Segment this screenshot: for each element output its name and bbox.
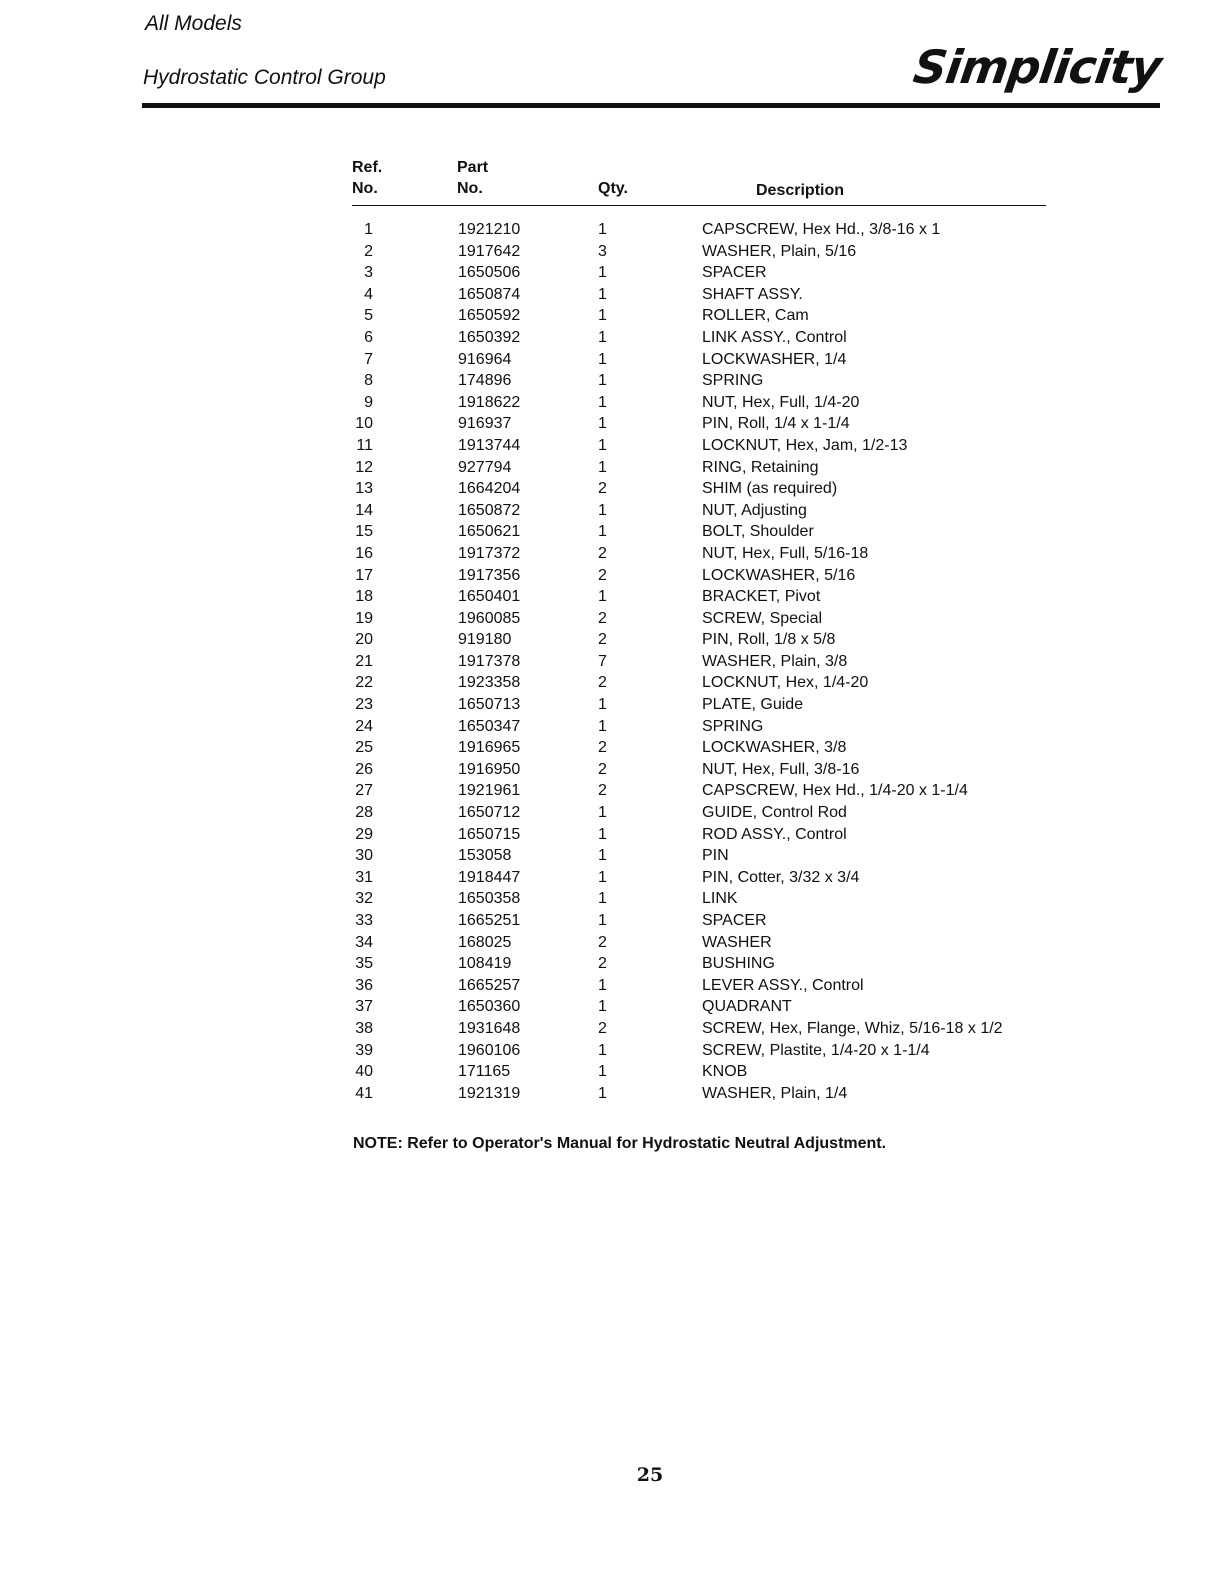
ref-cell: 38 bbox=[355, 1019, 373, 1037]
qty-cell: 2 bbox=[598, 631, 607, 649]
qty-cell: 1 bbox=[598, 285, 607, 303]
table-row bbox=[0, 435, 1218, 457]
table-row bbox=[0, 327, 1218, 349]
table-row bbox=[0, 845, 1218, 867]
table-row bbox=[0, 565, 1218, 587]
description-cell: ROLLER, Cam bbox=[702, 307, 809, 325]
header-part-line1: Part bbox=[457, 159, 489, 176]
table-row bbox=[0, 737, 1218, 759]
table-row bbox=[0, 284, 1218, 306]
ref-cell: 29 bbox=[355, 825, 373, 843]
description-cell: SPACER bbox=[702, 264, 767, 282]
description-cell: LINK bbox=[702, 890, 738, 908]
ref-cell: 19 bbox=[355, 609, 373, 627]
note-text: NOTE: Refer to Operator's Manual for Hydrostatic Neutral Adjustment. bbox=[353, 1135, 887, 1152]
ref-cell: 37 bbox=[355, 998, 373, 1016]
ref-cell: 14 bbox=[355, 501, 373, 519]
qty-cell: 1 bbox=[598, 1063, 607, 1081]
ref-cell: 3 bbox=[364, 264, 373, 282]
part-no-cell: 1921961 bbox=[458, 782, 521, 800]
parts-table-body bbox=[0, 219, 1218, 1104]
table-row bbox=[0, 802, 1218, 824]
part-no-cell: 1650347 bbox=[458, 717, 521, 735]
ref-cell: 8 bbox=[364, 372, 373, 390]
part-no-cell: 1917378 bbox=[458, 652, 521, 670]
ref-cell: 32 bbox=[355, 890, 373, 908]
description-cell: LOCKNUT, Hex, Jam, 1/2-13 bbox=[702, 436, 908, 454]
table-row bbox=[0, 932, 1218, 954]
table-row bbox=[0, 694, 1218, 716]
part-no-cell: 916937 bbox=[458, 415, 512, 433]
ref-cell: 40 bbox=[355, 1063, 373, 1081]
description-cell: PIN, Roll, 1/8 x 5/8 bbox=[702, 631, 836, 649]
description-cell: LOCKNUT, Hex, 1/4-20 bbox=[702, 674, 869, 692]
header-ref-line1: Ref. bbox=[352, 159, 383, 176]
table-header-rule bbox=[352, 205, 1046, 206]
qty-cell: 1 bbox=[598, 523, 607, 541]
header-qty: Qty. bbox=[598, 180, 628, 197]
header-rule bbox=[142, 103, 1160, 108]
ref-cell: 18 bbox=[355, 588, 373, 606]
part-no-cell: 927794 bbox=[458, 458, 512, 476]
table-row bbox=[0, 996, 1218, 1018]
qty-cell: 1 bbox=[598, 588, 607, 606]
part-no-cell: 108419 bbox=[458, 955, 512, 973]
qty-cell: 2 bbox=[598, 1019, 607, 1037]
qty-cell: 1 bbox=[598, 804, 607, 822]
qty-cell: 1 bbox=[598, 350, 607, 368]
table-row bbox=[0, 543, 1218, 565]
table-row bbox=[0, 500, 1218, 522]
qty-cell: 2 bbox=[598, 760, 607, 778]
table-row bbox=[0, 608, 1218, 630]
brand-logo: Simplicity bbox=[909, 40, 1164, 94]
part-no-cell: 1960085 bbox=[458, 609, 521, 627]
table-row bbox=[0, 1040, 1218, 1062]
qty-cell: 2 bbox=[598, 609, 607, 627]
qty-cell: 1 bbox=[598, 717, 607, 735]
ref-cell: 39 bbox=[355, 1041, 373, 1059]
qty-cell: 1 bbox=[598, 501, 607, 519]
description-cell: LOCKWASHER, 3/8 bbox=[702, 739, 847, 757]
table-row bbox=[0, 975, 1218, 997]
table-row bbox=[0, 824, 1218, 846]
part-no-cell: 1650392 bbox=[458, 328, 521, 346]
ref-cell: 28 bbox=[355, 804, 373, 822]
group-title: Hydrostatic Control Group bbox=[143, 66, 386, 89]
qty-cell: 2 bbox=[598, 480, 607, 498]
header-ref-line2: No. bbox=[352, 180, 378, 197]
description-cell: BUSHING bbox=[702, 955, 775, 973]
part-no-cell: 1917642 bbox=[458, 242, 521, 260]
part-no-cell: 1664204 bbox=[458, 480, 521, 498]
qty-cell: 1 bbox=[598, 890, 607, 908]
qty-cell: 1 bbox=[598, 868, 607, 886]
description-cell: SCREW, Special bbox=[702, 609, 823, 627]
description-cell: LOCKWASHER, 5/16 bbox=[702, 566, 856, 584]
description-cell: SHAFT ASSY. bbox=[702, 285, 803, 303]
qty-cell: 2 bbox=[598, 955, 607, 973]
part-no-cell: 153058 bbox=[458, 847, 512, 865]
ref-cell: 4 bbox=[364, 285, 373, 303]
description-cell: WASHER, Plain, 5/16 bbox=[702, 242, 857, 260]
description-cell: CAPSCREW, Hex Hd., 1/4-20 x 1-1/4 bbox=[702, 782, 968, 800]
description-cell: SHIM (as required) bbox=[702, 480, 838, 498]
qty-cell: 1 bbox=[598, 998, 607, 1016]
ref-cell: 22 bbox=[355, 674, 373, 692]
part-no-cell: 1650401 bbox=[458, 588, 521, 606]
table-row bbox=[0, 521, 1218, 543]
table-row bbox=[0, 478, 1218, 500]
table-row bbox=[0, 716, 1218, 738]
table-row bbox=[0, 672, 1218, 694]
qty-cell: 1 bbox=[598, 1041, 607, 1059]
description-cell: BOLT, Shoulder bbox=[702, 523, 814, 541]
table-row bbox=[0, 910, 1218, 932]
table-row bbox=[0, 305, 1218, 327]
part-no-cell: 1917372 bbox=[458, 544, 521, 562]
qty-cell: 2 bbox=[598, 566, 607, 584]
description-cell: PLATE, Guide bbox=[702, 696, 804, 714]
qty-cell: 2 bbox=[598, 544, 607, 562]
page-number: 25 bbox=[636, 1464, 664, 1486]
part-no-cell: 1650360 bbox=[458, 998, 521, 1016]
ref-cell: 33 bbox=[355, 912, 373, 929]
description-cell: WASHER bbox=[702, 933, 772, 951]
qty-cell: 1 bbox=[598, 912, 607, 929]
description-cell: LINK ASSY., Control bbox=[702, 328, 847, 346]
description-cell: SPRING bbox=[702, 372, 764, 390]
part-no-cell: 168025 bbox=[458, 933, 512, 951]
description-cell: RING, Retaining bbox=[702, 458, 819, 476]
table-row bbox=[0, 867, 1218, 889]
table-row bbox=[0, 759, 1218, 781]
ref-cell: 26 bbox=[355, 760, 373, 778]
part-no-cell: 1923358 bbox=[458, 674, 521, 692]
table-row bbox=[0, 457, 1218, 479]
ref-cell: 23 bbox=[355, 696, 373, 714]
ref-cell: 20 bbox=[355, 631, 373, 649]
ref-cell: 36 bbox=[355, 976, 373, 994]
description-cell: SPRING bbox=[702, 717, 764, 735]
table-row bbox=[0, 629, 1218, 651]
ref-cell: 17 bbox=[355, 566, 373, 584]
description-cell: QUADRANT bbox=[702, 998, 792, 1016]
ref-cell: 24 bbox=[355, 717, 373, 735]
description-cell: NUT, Hex, Full, 1/4-20 bbox=[702, 393, 860, 411]
qty-cell: 1 bbox=[598, 328, 607, 346]
description-cell: SCREW, Plastite, 1/4-20 x 1-1/4 bbox=[702, 1041, 930, 1059]
ref-cell: 35 bbox=[355, 955, 373, 973]
ref-cell: 31 bbox=[355, 868, 373, 886]
description-cell: CAPSCREW, Hex Hd., 3/8-16 x 1 bbox=[702, 221, 941, 238]
models-label: All Models bbox=[145, 12, 242, 35]
ref-cell: 25 bbox=[355, 739, 373, 757]
header-description: Description bbox=[756, 182, 845, 199]
header-part-no bbox=[457, 157, 488, 199]
table-row bbox=[0, 262, 1218, 284]
part-no-cell: 1921210 bbox=[458, 221, 521, 238]
description-cell: WASHER, Plain, 3/8 bbox=[702, 652, 848, 670]
ref-cell: 13 bbox=[355, 480, 373, 498]
part-no-cell: 1916950 bbox=[458, 760, 521, 778]
table-row bbox=[0, 1061, 1218, 1083]
ref-cell: 7 bbox=[364, 350, 373, 368]
qty-cell: 7 bbox=[598, 652, 607, 670]
table-row bbox=[0, 780, 1218, 802]
description-cell: BRACKET, Pivot bbox=[702, 588, 821, 606]
part-no-cell: 919180 bbox=[458, 631, 512, 649]
ref-cell: 16 bbox=[355, 544, 373, 562]
table-row bbox=[0, 219, 1218, 241]
table-row bbox=[0, 651, 1218, 673]
part-no-cell: 1650712 bbox=[458, 804, 521, 822]
description-cell: NUT, Hex, Full, 5/16-18 bbox=[702, 544, 869, 562]
table-row bbox=[0, 888, 1218, 910]
description-cell: SCREW, Hex, Flange, Whiz, 5/16-18 x 1/2 bbox=[702, 1019, 1003, 1037]
ref-cell: 30 bbox=[355, 847, 373, 865]
description-cell: PIN, Roll, 1/4 x 1-1/4 bbox=[702, 415, 850, 433]
ref-cell: 21 bbox=[355, 652, 373, 670]
table-row bbox=[0, 349, 1218, 371]
part-no-cell: 916964 bbox=[458, 350, 512, 368]
qty-cell: 1 bbox=[598, 372, 607, 390]
qty-cell: 1 bbox=[598, 458, 607, 476]
ref-cell: 1 bbox=[364, 221, 373, 238]
qty-cell: 1 bbox=[598, 264, 607, 282]
part-no-cell: 1650358 bbox=[458, 890, 521, 908]
description-cell: LOCKWASHER, 1/4 bbox=[702, 350, 847, 368]
ref-cell: 5 bbox=[364, 307, 373, 325]
description-cell: PIN bbox=[702, 847, 729, 865]
table-row bbox=[0, 586, 1218, 608]
part-no-cell: 1650715 bbox=[458, 825, 521, 843]
qty-cell: 2 bbox=[598, 739, 607, 757]
description-cell: SPACER bbox=[702, 912, 767, 929]
ref-cell: 34 bbox=[355, 933, 373, 951]
part-no-cell: 1665257 bbox=[458, 976, 521, 994]
ref-cell: 12 bbox=[355, 458, 373, 476]
table-row bbox=[0, 1083, 1218, 1105]
header-part-line2: No. bbox=[457, 180, 483, 197]
part-no-cell: 1917356 bbox=[458, 566, 521, 584]
qty-cell: 3 bbox=[598, 242, 607, 260]
description-cell: GUIDE, Control Rod bbox=[702, 804, 847, 822]
part-no-cell: 171165 bbox=[458, 1063, 511, 1081]
qty-cell: 1 bbox=[598, 393, 607, 411]
qty-cell: 2 bbox=[598, 782, 607, 800]
table-row bbox=[0, 392, 1218, 414]
ref-cell: 41 bbox=[355, 1084, 373, 1102]
part-no-cell: 1650872 bbox=[458, 501, 521, 519]
ref-cell: 10 bbox=[355, 415, 373, 433]
table-row bbox=[0, 1018, 1218, 1040]
table-row bbox=[0, 370, 1218, 392]
qty-cell: 2 bbox=[598, 933, 607, 951]
ref-cell: 2 bbox=[364, 242, 373, 260]
part-no-cell: 1916965 bbox=[458, 739, 521, 757]
qty-cell: 1 bbox=[598, 847, 607, 865]
part-no-cell: 1650874 bbox=[458, 285, 521, 303]
qty-cell: 1 bbox=[598, 976, 607, 994]
ref-cell: 11 bbox=[356, 436, 373, 454]
qty-cell: 1 bbox=[598, 696, 607, 714]
table-row bbox=[0, 241, 1218, 263]
table-row bbox=[0, 953, 1218, 975]
ref-cell: 9 bbox=[364, 393, 373, 411]
part-no-cell: 1665251 bbox=[458, 912, 521, 929]
table-row bbox=[0, 413, 1218, 435]
part-no-cell: 1918622 bbox=[458, 393, 521, 411]
ref-cell: 15 bbox=[355, 523, 373, 541]
qty-cell: 2 bbox=[598, 674, 607, 692]
part-no-cell: 1918447 bbox=[458, 868, 521, 886]
ref-cell: 27 bbox=[355, 782, 373, 800]
description-cell: NUT, Adjusting bbox=[702, 501, 807, 519]
description-cell: WASHER, Plain, 1/4 bbox=[702, 1084, 848, 1102]
part-no-cell: 1921319 bbox=[458, 1084, 521, 1102]
qty-cell: 1 bbox=[598, 415, 607, 433]
part-no-cell: 1650592 bbox=[458, 307, 521, 325]
part-no-cell: 174896 bbox=[458, 372, 512, 390]
description-cell: NUT, Hex, Full, 3/8-16 bbox=[702, 760, 860, 778]
part-no-cell: 1650621 bbox=[458, 523, 521, 541]
part-no-cell: 1913744 bbox=[458, 436, 521, 454]
qty-cell: 1 bbox=[598, 1084, 607, 1102]
description-cell: LEVER ASSY., Control bbox=[702, 976, 864, 994]
part-no-cell: 1650713 bbox=[458, 696, 521, 714]
description-cell: ROD ASSY., Control bbox=[702, 825, 847, 843]
header-ref-no bbox=[352, 157, 382, 199]
part-no-cell: 1931648 bbox=[458, 1019, 521, 1037]
qty-cell: 1 bbox=[598, 825, 607, 843]
description-cell: PIN, Cotter, 3/32 x 3/4 bbox=[702, 868, 860, 886]
part-no-cell: 1960106 bbox=[458, 1041, 521, 1059]
qty-cell: 1 bbox=[598, 436, 607, 454]
description-cell: KNOB bbox=[702, 1063, 748, 1081]
part-no-cell: 1650506 bbox=[458, 264, 521, 282]
qty-cell: 1 bbox=[598, 307, 607, 325]
ref-cell: 6 bbox=[364, 328, 373, 346]
qty-cell: 1 bbox=[598, 221, 607, 238]
